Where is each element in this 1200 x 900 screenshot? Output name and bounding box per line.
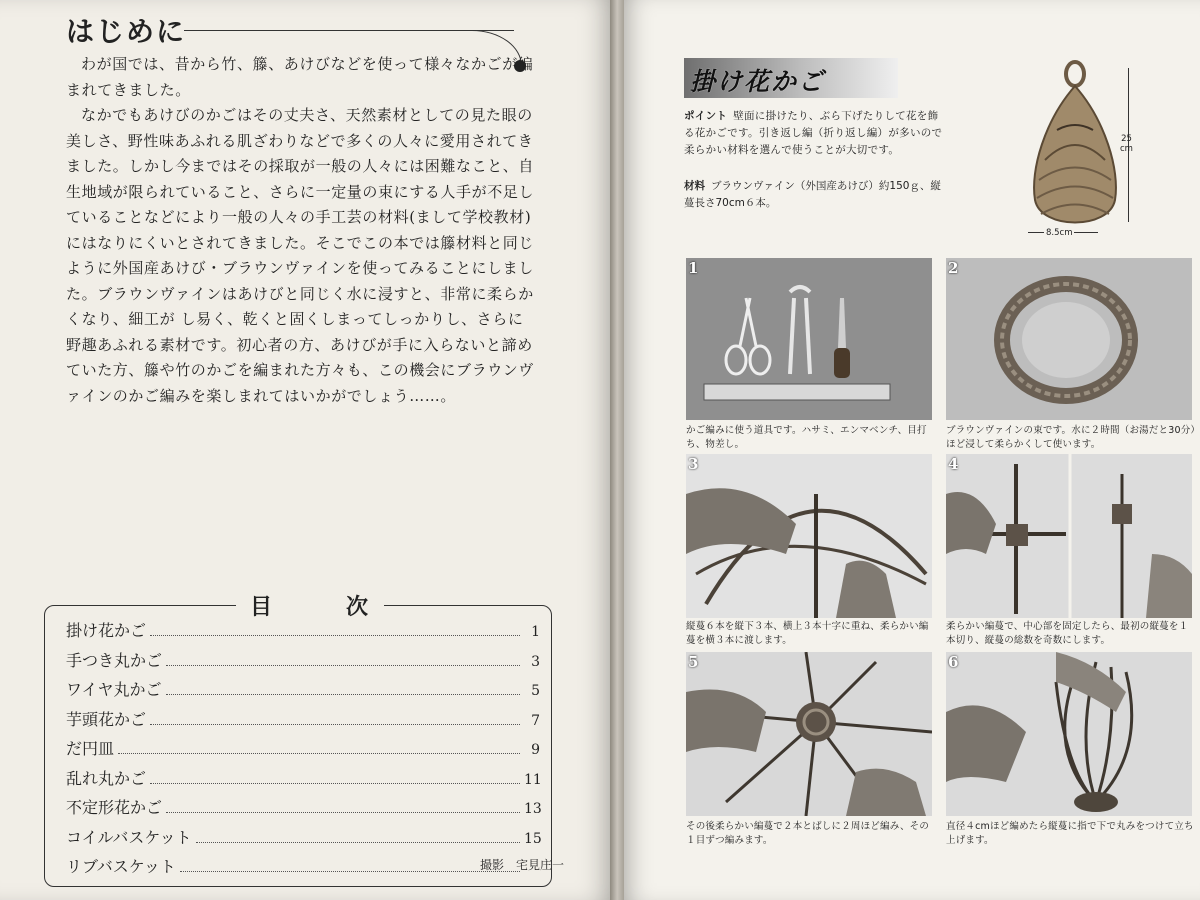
materials-block — [684, 178, 944, 212]
intro-body — [66, 52, 536, 409]
step-2-photo — [946, 258, 1192, 420]
step-caption: 柔らかい編蔓で、中心部を固定したら、最初の縦蔓を１本切り、縦蔓の総数を奇数にします。 — [946, 621, 1189, 646]
toc-heading-char-1: 目 — [250, 595, 275, 620]
height-value: 25 — [1121, 134, 1132, 144]
materials-label: 材料 — [684, 180, 705, 192]
toc-leader — [150, 783, 520, 784]
cross-weave-image — [686, 454, 932, 618]
intro-title: はじめに — [66, 15, 187, 48]
toc-item-label: ワイヤ丸かご — [66, 680, 162, 699]
toc-leader — [196, 842, 520, 843]
step-caption: 直径４cmほど編めたら縦蔓に指で下で丸みをつけて立ち上げます。 — [946, 821, 1194, 846]
photo-credit: 撮影 宅見庄一 — [480, 858, 565, 872]
toc-leader — [166, 665, 520, 666]
step-number: 5 — [688, 653, 699, 671]
height-dimension-label — [1120, 134, 1133, 154]
toc-heading — [236, 590, 384, 621]
toc-item-label: 芋頭花かご — [66, 709, 147, 729]
toc-item[interactable] — [66, 795, 540, 825]
toc-leader — [150, 724, 520, 725]
toc-item-page: 5 — [531, 683, 540, 699]
toc-item[interactable] — [66, 677, 540, 707]
weave-base-image — [686, 652, 932, 816]
fix-center-image — [946, 454, 1192, 618]
toc-item-page: 11 — [524, 771, 542, 788]
toc-item-page: 7 — [531, 712, 540, 729]
toc-item-page: 9 — [531, 742, 540, 758]
toc-item[interactable] — [66, 766, 540, 796]
toc-item[interactable] — [66, 618, 540, 648]
toc-leader — [150, 635, 520, 636]
step-3-photo — [686, 454, 932, 618]
toc-item[interactable] — [66, 736, 540, 766]
raise-sides-image — [946, 652, 1192, 816]
step-number: 2 — [948, 259, 959, 277]
toc-item[interactable] — [66, 648, 540, 678]
toc-heading-char-2: 次 — [346, 595, 371, 620]
toc-item-page: 13 — [524, 801, 542, 817]
toc-item[interactable] — [66, 854, 540, 884]
toc-item-label: 手つき丸かご — [66, 650, 163, 670]
toc-leader — [118, 753, 520, 754]
toc-list — [66, 618, 540, 884]
point-label: ポイント — [684, 110, 728, 122]
toc-leader — [166, 812, 520, 813]
toc-item-label: 乱れ丸かご — [66, 768, 147, 788]
intro-paragraph: わが国では、昔から竹、籐、あけびなどを使って様々なかごが編まれてきました。 — [66, 55, 534, 99]
step-caption: その後柔らかい編蔓で２本とばしに２周ほど編み、その１目ずつ編みます。 — [686, 821, 930, 846]
toc-item-label: リブバスケット — [66, 857, 176, 876]
point-text: 壁面に掛けたり、ぶら下げたりして花を飾る花かごです。引き返し編（折り返し編）が多いので柔らかい材料を選んで使うことが大切です。 — [684, 110, 943, 156]
step-number: 3 — [688, 455, 699, 473]
toc-leader — [166, 694, 520, 695]
toc-item-label: コイルバスケット — [66, 827, 192, 847]
toc-item-label: 不定形花かご — [66, 798, 163, 817]
step-6-photo — [946, 652, 1192, 816]
toc-item-label: だ円皿 — [66, 739, 115, 758]
step-number: 1 — [688, 259, 699, 277]
step-number: 6 — [948, 653, 959, 671]
toc-item[interactable] — [66, 707, 540, 737]
step-caption: 縦蔓６本を縦下３本、横上３本十字に重ね、柔らかい編蔓を横３本に渡します。 — [686, 621, 929, 646]
tools-image — [686, 258, 932, 420]
toc-item-page: 15 — [524, 830, 542, 847]
toc-item-page: 3 — [531, 653, 540, 670]
materials-text: ブラウンヴァイン（外国産あけび）約150ｇ、縦蔓長さ70cm６本。 — [684, 180, 941, 209]
height-unit: cm — [1120, 144, 1133, 154]
step-caption: かご編みに使う道具です。ハサミ、エンマベンチ、目打ち、物差し。 — [686, 425, 927, 450]
step-5-photo — [686, 652, 932, 816]
intro-paragraph: なかでもあけびのかごはその丈夫さ、天然素材としての見た眼の美しさ、野性味あふれる肌ざわりなどで多くの人々に愛用されてきました。しかし今まではその採取が一般の人々には困難なこと、自生地域が限られていること、さらに一定量の束にする人手が不足していることなどにより一般の人々の手工芸の材料(まして学校教材)にはなりにくいとされてきました。そこでこの本では籐材料と同じように外国産あけび・ブラウンヴァインを使ってみることにしました。ブラウンヴァインはあけびと同じく水に浸すと、非常に柔らかくなり、細工が し易く、乾くと固くしまってしっかりし、さらに野趣あふれる素材です。初心者の方、あけびが手に入らないと諦めていた方、籐や竹のかごを編まれた方々も、この機会にブラウンヴァインのかご編みを楽しまれてはいかがでしょう……。 — [66, 106, 535, 405]
section-title: 掛け花かご — [690, 67, 826, 96]
vine-bundle-image — [946, 258, 1192, 420]
toc-item[interactable] — [66, 825, 540, 855]
step-number: 4 — [948, 455, 959, 473]
toc-item-page: 1 — [531, 624, 540, 640]
step-4-photo — [946, 454, 1192, 618]
width-dimension-label: 8.5cm — [1046, 228, 1073, 238]
toc-leader — [180, 871, 520, 872]
step-caption: ブラウンヴァインの束です。水に２時間（お湯だと30分）ほど浸して柔らかくして使います。 — [946, 425, 1196, 450]
step-1-photo — [686, 258, 932, 420]
point-block — [684, 108, 944, 159]
toc-item-label: 掛け花かご — [66, 621, 147, 640]
